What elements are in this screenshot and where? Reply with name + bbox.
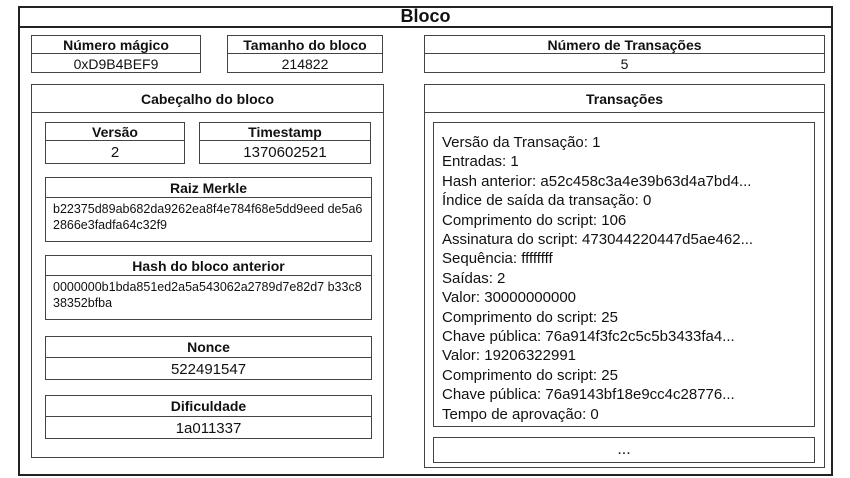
prev-hash-label: Hash do bloco anterior	[46, 256, 371, 276]
merkle-root-label: Raiz Merkle	[46, 178, 371, 198]
tx-line: Tempo de aprovação: 0	[442, 405, 599, 423]
tx-line: Comprimento do script: 106	[442, 211, 627, 229]
block-size-box	[227, 35, 383, 73]
merkle-root-box	[45, 177, 372, 242]
tx-line: Versão da Transação: 1	[442, 134, 601, 151]
magic-number-value: 0xD9B4BEF9	[73, 55, 159, 72]
block-title-bar	[18, 6, 833, 28]
tx-count-value: 5	[620, 55, 629, 72]
block-header-title: Cabeçalho do bloco	[32, 85, 383, 113]
tx-count-label: Número de Transações	[425, 36, 824, 54]
nonce-box	[45, 336, 372, 380]
timestamp-value: 1370602521	[243, 144, 327, 161]
prev-hash-box	[45, 255, 372, 320]
block-size-label: Tamanho do bloco	[228, 36, 382, 54]
tx-line: Entradas: 1	[442, 153, 519, 171]
timestamp-box	[199, 122, 371, 164]
tx-line: Comprimento do script: 25	[442, 366, 618, 384]
tx-line: Saídas: 2	[442, 269, 506, 287]
block-title: Bloco	[400, 5, 451, 26]
more-transactions-ellipsis: ...	[617, 441, 631, 458]
version-label: Versão	[46, 123, 184, 141]
tx-line: Sequência: ffffffff	[442, 250, 553, 268]
difficulty-value: 1a011337	[175, 419, 242, 437]
block-size-value: 214822	[281, 55, 329, 72]
merkle-root-value: b22375d89ab682da9262ea8f4e784f68e5dd9eed de5a62866e3fadfa64c32f9	[53, 202, 363, 232]
difficulty-box	[45, 395, 372, 439]
timestamp-label: Timestamp	[200, 123, 370, 141]
version-value: 2	[110, 144, 120, 161]
tx-line: Índice de saída da transação: 0	[442, 192, 652, 210]
magic-number-box	[31, 35, 201, 73]
magic-number-label: Número mágico	[32, 36, 200, 54]
tx-line: Assinatura do script: 473044220447d5ae462...	[442, 231, 754, 249]
tx-line: Valor: 30000000000	[442, 289, 577, 307]
difficulty-label: Dificuldade	[46, 396, 371, 417]
tx-line: Valor: 19206322991	[442, 347, 577, 365]
tx-line: Hash anterior: a52c458c3a4e39b63d4a7bd4...	[442, 172, 752, 190]
nonce-value: 522491547	[170, 360, 247, 378]
tx-line: Comprimento do script: 25	[442, 308, 618, 326]
transaction-detail-box	[433, 122, 815, 427]
transactions-title: Transações	[425, 85, 824, 113]
tx-line: Chave pública: 76a914f3fc2c5c5b3433fa4...	[442, 328, 735, 346]
prev-hash-value: 0000000b1bda851ed2a5a543062a2789d7e82d7 b33c838352bfba	[53, 280, 362, 310]
version-box	[45, 122, 185, 164]
nonce-label: Nonce	[46, 337, 371, 358]
tx-count-box	[424, 35, 825, 73]
tx-line: Chave pública: 76a9143bf18e9cc4c28776...	[442, 386, 735, 404]
more-transactions-box	[433, 437, 815, 463]
